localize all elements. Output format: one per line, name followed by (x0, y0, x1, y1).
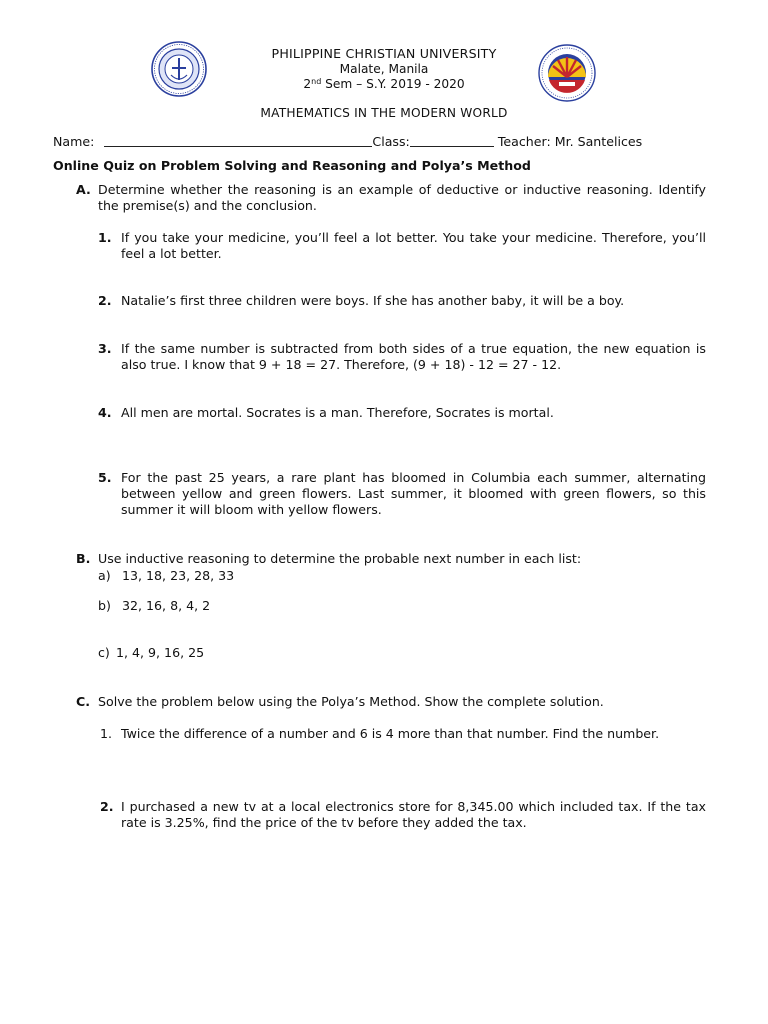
class-blank[interactable] (410, 134, 494, 147)
quiz-title: Online Quiz on Problem Solving and Reasoning and Polya’s Method (53, 158, 531, 173)
teacher-label: Teacher: Mr. Santelices (497, 134, 643, 149)
item-number: 2. (98, 293, 112, 308)
question-text: All men are mortal. Socrates is a man. Therefore, Socrates is mortal. (121, 405, 554, 420)
question-text: If the same number is subtracted from both sides of a true equation, the new equation is also true. I know that 9 + 18 = 27. Therefore, (9 + 18) - 12 = 27 - 12. (121, 341, 706, 372)
item-number: 2. (100, 799, 114, 814)
list-item-label: b) (98, 598, 111, 613)
list-item-label: c) (98, 645, 110, 660)
section-a-instruction: Determine whether the reasoning is an example of deductive or inductive reasoning. Identify the premise(s) and the conclusion. (98, 182, 706, 213)
list-item-label: a) (98, 568, 111, 583)
section-a-letter: A. (76, 182, 91, 197)
number-list: 13, 18, 23, 28, 33 (122, 568, 235, 583)
course-title: MATHEMATICS IN THE MODERN WORLD (260, 106, 508, 120)
problem-text: I purchased a new tv at a local electronics store for 8,345.00 which included tax. If the tax rate is 3.25%, find the price of the tv before they added the tax. (121, 799, 706, 830)
semester-line: 2nd Sem – S.Y. 2019 - 2020 (303, 77, 465, 91)
question-text: Natalie’s first three children were boys. If she has another baby, it will be a boy. (121, 293, 625, 308)
item-number: 4. (98, 405, 112, 420)
university-city: Malate, Manila (339, 62, 429, 76)
section-c-instruction: Solve the problem below using the Polya’s Method. Show the complete solution. (98, 694, 604, 709)
problem-text: Twice the difference of a number and 6 is 4 more than that number. Find the number. (121, 726, 660, 741)
name-blank[interactable] (104, 134, 372, 147)
section-c-letter: C. (76, 694, 91, 709)
student-info-row (53, 134, 642, 149)
item-number: 3. (98, 341, 112, 356)
item-number: 1. (100, 726, 113, 741)
section-b-instruction: Use inductive reasoning to determine the probable next number in each list: (98, 551, 582, 566)
item-number: 1. (98, 230, 112, 245)
class-label: Class: (372, 134, 410, 149)
number-list: 1, 4, 9, 16, 25 (116, 645, 205, 660)
university-name: PHILIPPINE CHRISTIAN UNIVERSITY (271, 46, 497, 61)
question-text: For the past 25 years, a rare plant has bloomed in Columbia each summer, alternating between yellow and green flowers. Last summer, it bloomed with green flowers, so this summer it will bloom with yellow flowers. (121, 470, 706, 517)
question-text: If you take your medicine, you’ll feel a lot better. You take your medicine. Therefore, you’ll feel a lot better. (121, 230, 706, 261)
name-label: Name: (53, 134, 95, 149)
item-number: 5. (98, 470, 112, 485)
section-b-letter: B. (76, 551, 91, 566)
number-list: 32, 16, 8, 4, 2 (122, 598, 211, 613)
